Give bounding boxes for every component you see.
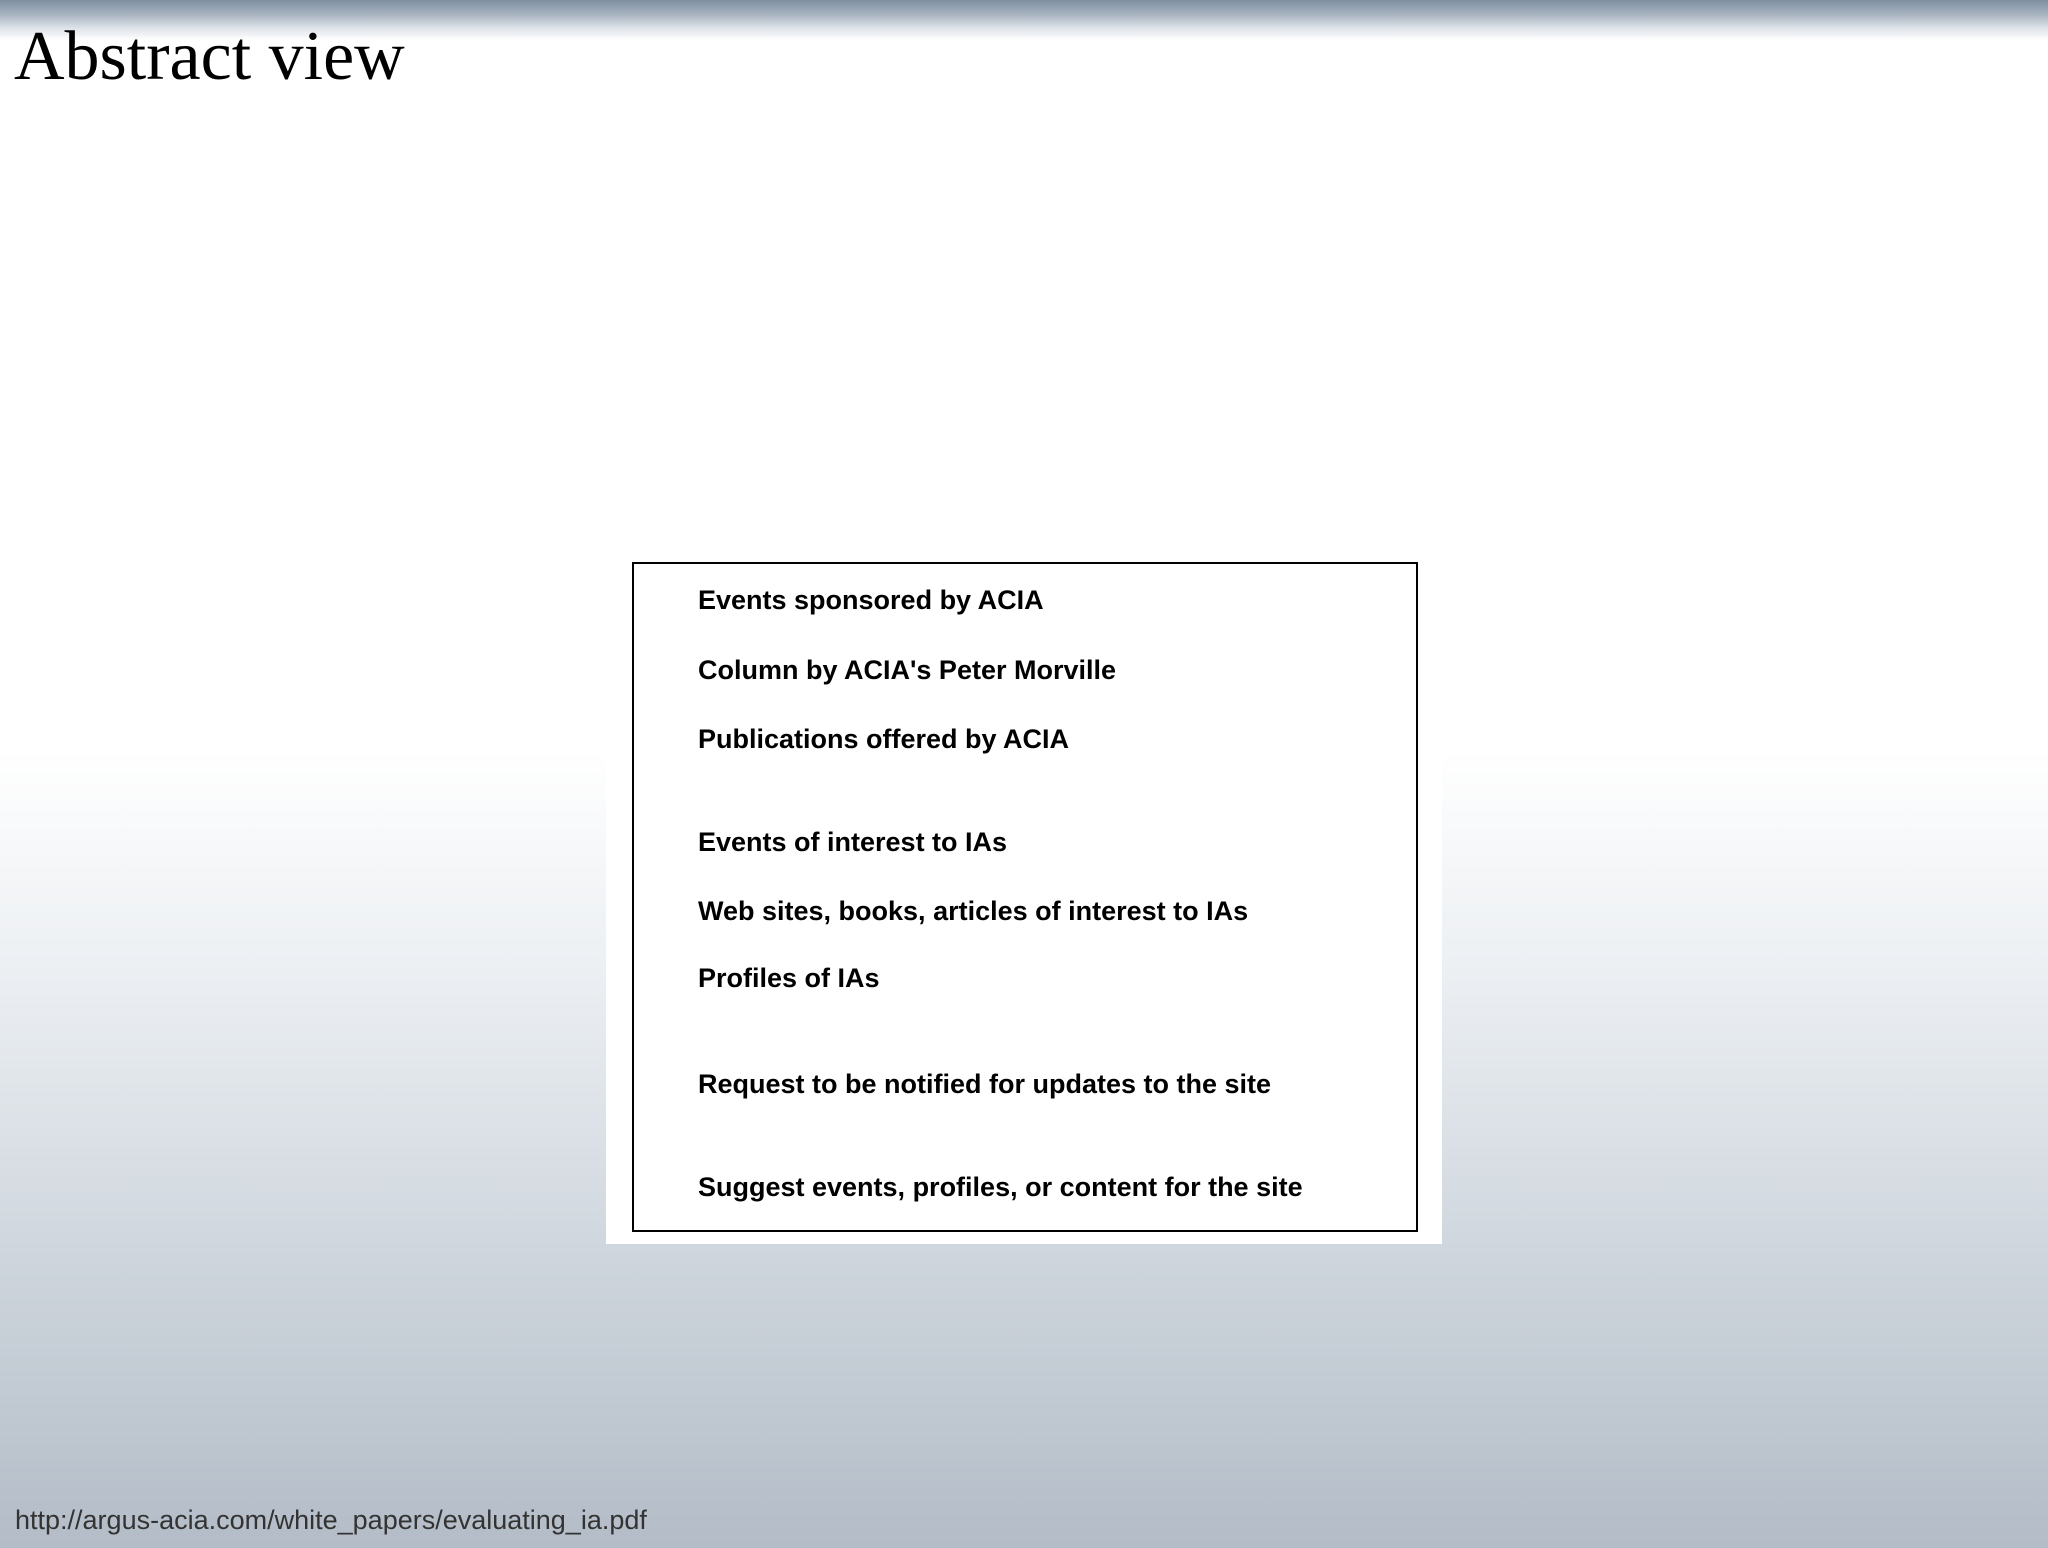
figure-item-web-sites: Web sites, books, articles of interest to IAs [698, 896, 1249, 926]
figure-item-events-sponsored: Events sponsored by ACIA [698, 585, 1044, 615]
figure-item-events-of-interest: Events of interest to IAs [698, 827, 1008, 857]
slide-title: Abstract view [14, 18, 405, 95]
figure-item-suggest: Suggest events, profiles, or content for the site [698, 1172, 1303, 1202]
abstract-view-figure [632, 562, 1418, 1232]
source-url: http://argus-acia.com/white_papers/evaluating_ia.pdf [15, 1505, 647, 1535]
figure-item-profiles: Profiles of IAs [698, 963, 880, 993]
figure-item-request-notify: Request to be notified for updates to the site [698, 1069, 1272, 1099]
figure-item-publications: Publications offered by ACIA [698, 724, 1070, 754]
figure-item-column: Column by ACIA's Peter Morville [698, 655, 1116, 685]
